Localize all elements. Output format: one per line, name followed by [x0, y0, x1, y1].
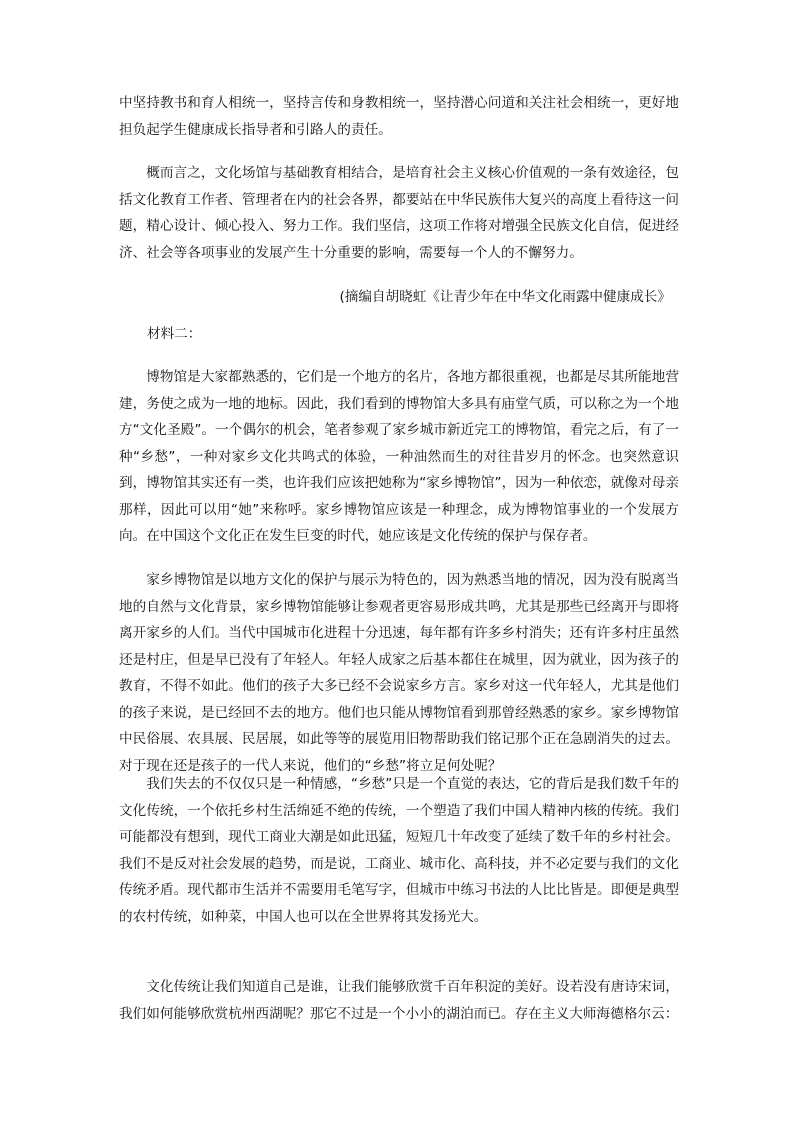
paragraph-continuation: 中坚持教书和育人相统一，坚持言传和身教相统一，坚持潜心问道和关注社会相统一，更好地担负起学生健康成长指导者和引路人的责任。 [119, 95, 679, 138]
paragraph-cultural-tradition: 我们失去的不仅仅只是一种情感，“乡愁”只是一个直觉的表达，它的背后是我们数千年的文化传统，一个依托乡村生活绵延不绝的传统，一个塑造了我们中国人精神内核的传统。我们可能都没有想到，现代工商业大潮是如此迅猛，短短几十年改变了延续了数千年的乡村社会。我们不是反对社会发展的趋势，而是说，工商业、城市化、高科技，并不必定要与我们的文化传统矛盾。现代都市生活并不需要用毛笔写字，但城市中练习书法的人比比皆是。即便是典型的农村传统，如种菜，中国人也可以在全世界将其发扬光大。 [119, 776, 679, 925]
material-two-heading: 材料二： [147, 326, 202, 342]
paragraph-museum-intro: 博物馆是大家都熟悉的，它们是一个地方的名片，各地方都很重视，也都是尽其所能地营建，务使之成为一地的地标。因此，我们看到的博物馆大多具有庙堂气质，可以称之为一个地方“文化圣殿”。一个偶尔的机会，笔者参观了家乡城市新近完工的博物馆，看完之后，有了一种“乡愁”，一种对家乡文化共鸣式的体验，一种油然而生的对往昔岁月的怀念。也突然意识到，博物馆其实还有一类，也许我们应该把她称为“家乡博物馆”，因为一种依恋，就像对母亲那样，因此可以用“她”来称呼。家乡博物馆应该是一种理念，成为博物馆事业的一个发展方向。在中国这个文化正在发生巨变的时代，她应该是文化传统的保护与保存者。 [119, 369, 679, 544]
paragraph-tradition-identity: 文化传统让我们知道自己是谁，让我们能够欣赏千百年积淀的美好。设若没有唐诗宋词，我们如何能够欣赏杭州西湖呢？那它不过是一个小小的湖泊而已。存在主义大师海德格尔云： [119, 979, 679, 1022]
paragraph-hometown-museum: 家乡博物馆是以地方文化的保护与展示为特色的，因为熟悉当地的情况，因为没有脱离当地的自然与文化背景，家乡博物馆能够让参观者更容易形成共鸣，尤其是那些已经离开与即将离开家乡的人们。当代中国城市化进程十分迅速，每年都有许多乡村消失；还有许多村庄虽然还是村庄，但是早已没有了年轻人。年轻人成家之后基本都住在城里，因为就业，因为孩子的教育，不得不如此。他们的孩子大多已经不会说家乡方言。家乡对这一代年轻人，尤其是他们的孩子来说，是已经回不去的地方。他们也只能从博物馆看到那曾经熟悉的家乡。家乡博物馆中民俗展、农具展、民居展，如此等等的展览用旧物帮助我们铭记那个正在急剧消失的过去。对于现在还是孩子的一代人来说，他们的“乡愁”将立足何处呢？ [119, 572, 679, 774]
source-citation: (摘编自胡晓虹《让青少年在中华文化雨露中健康成长》 [339, 289, 671, 305]
paragraph-summary: 概而言之，文化场馆与基础教育相结合，是培育社会主义核心价值观的一条有效途径，包括文化教育工作者、管理者在内的社会各界，都要站在中华民族伟大复兴的高度上看待这一问题，精心设计、倾心投入、努力工作。我们坚信，这项工作将对增强全民族文化自信，促进经济、社会等各项事业的发展产生十分重要的影响，需要每一个人的不懈努力。 [119, 165, 679, 261]
